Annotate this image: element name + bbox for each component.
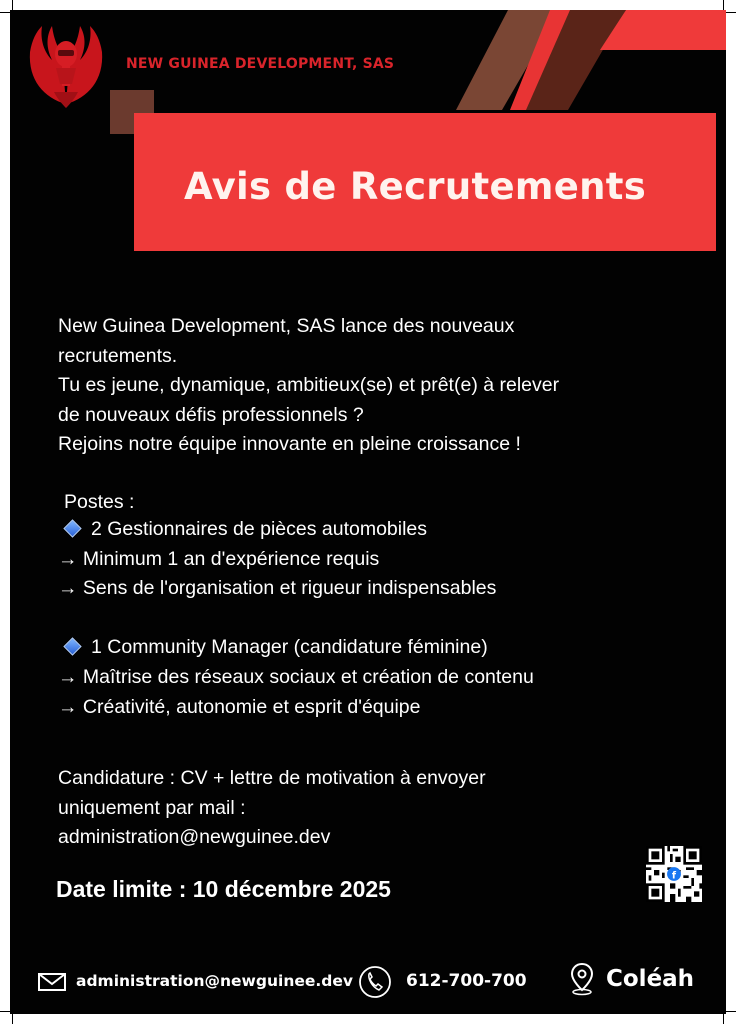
footer-email[interactable]: administration@newguinee.dev <box>76 972 353 990</box>
intro-line: Rejoins notre équipe innovante en pleine croissance ! <box>58 433 521 455</box>
phoenix-logo <box>24 18 108 110</box>
footer-location: Coléah <box>606 966 695 992</box>
recruitment-poster <box>10 10 726 1014</box>
candidature-line: Candidature : CV + lettre de motivation à envoyer <box>58 767 486 789</box>
job-requirement: → Sens de l'organisation et rigueur indispensables <box>58 577 497 599</box>
qr-code[interactable] <box>646 846 702 902</box>
job-requirement: → Maîtrise des réseaux sociaux et création de contenu <box>58 666 534 688</box>
job-requirement: → Créativité, autonomie et esprit d'équipe <box>58 696 421 718</box>
phone-icon <box>358 965 392 999</box>
intro-line: Tu es jeune, dynamique, ambitieux(se) et prêt(e) à relever <box>58 374 560 396</box>
intro-paragraph <box>58 312 559 460</box>
application-email[interactable]: administration@newguinee.dev <box>58 826 331 848</box>
job-requirement: → Minimum 1 an d'expérience requis <box>58 548 380 570</box>
footer-phone[interactable]: 612-700-700 <box>406 971 527 991</box>
intro-line: de nouveaux défis professionnels ? <box>58 403 364 426</box>
intro-line: New Guinea Development, SAS lance des nouveaux <box>58 315 515 337</box>
job-title-text: 1 Community Manager (candidature féminine) <box>91 636 488 658</box>
decorative-stripes <box>450 10 726 120</box>
blue-diamond-icon <box>63 638 81 656</box>
application-instructions <box>58 764 486 853</box>
envelope-icon <box>38 973 66 991</box>
page-title: Avis de Recrutements <box>184 165 647 208</box>
intro-line: recrutements. <box>58 344 178 367</box>
candidature-line: uniquement par mail : <box>58 796 246 819</box>
job-title-2 <box>58 636 488 659</box>
contact-footer <box>10 962 726 1002</box>
deadline: Date limite : 10 décembre 2025 <box>56 876 391 902</box>
postes-label: Postes : <box>64 491 135 513</box>
company-name: NEW GUINEA DEVELOPMENT, SAS <box>126 56 395 72</box>
title-banner <box>134 113 716 251</box>
job-title-text: 2 Gestionnaires de pièces automobiles <box>91 518 428 540</box>
blue-diamond-icon <box>63 520 81 538</box>
svg-text:f: f <box>671 870 677 882</box>
job-title-1 <box>58 518 427 541</box>
location-pin-icon <box>568 962 596 996</box>
